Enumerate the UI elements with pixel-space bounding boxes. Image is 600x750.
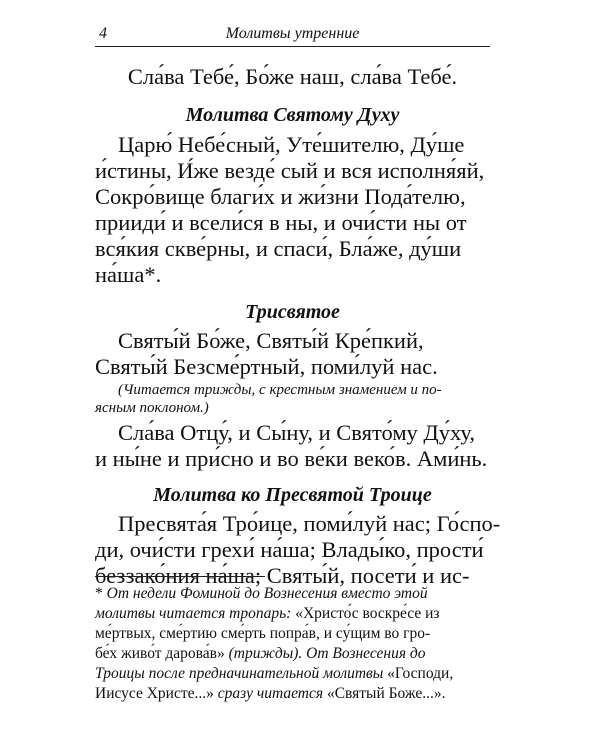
prayer-line: беззако́ния на́ша; Святы́й, посети́ и ис- <box>95 563 470 588</box>
page-number: 4 <box>99 25 107 42</box>
prayer-line: на́ша*. <box>95 262 162 287</box>
prayer-line: Сокро́вище благи́х и жи́зни Пода́телю, <box>95 184 466 209</box>
prayer-line: прииди́ и всели́ся в ны, и очи́сти ны от <box>95 210 467 235</box>
section-title-trisagion: Трисвятое <box>245 301 340 323</box>
prayer-line: Святы́й Бо́же, Святы́й Кре́пкий, <box>118 328 424 353</box>
footnote-line: молитвы читается тропарь: «Христо́с воскре́се из <box>95 605 440 622</box>
footnote-line: * От недели Фоминой до Вознесения вместо этой <box>95 585 428 602</box>
prayer-line: Святы́й Безсме́ртный, поми́луй нас. <box>95 354 438 379</box>
rubric-note: ясным поклоном.) <box>95 400 209 416</box>
prayer-line: вся́кия скве́рны, и спаси́, Бла́же, ду́ши <box>95 236 462 261</box>
rubric-note: (Читается трижды, с крестным знамением и по- <box>118 382 442 398</box>
prayer-line: и́стины, И́же везде́ сый и вся исполня́яй, <box>95 158 485 183</box>
footnote-line: Иисусе Христе...» сразу читается «Святый Боже...». <box>95 685 446 702</box>
footnote-line: бе́х живо́т дарова́в» (трижды). От Вознесения до <box>95 645 426 662</box>
prayer-line: Сла́ва Отцу́, и Сы́ну, и Свято́му Ду́ху, <box>118 420 476 445</box>
doxology-line: Сла́ва Тебе́, Бо́же наш, сла́ва Тебе́. <box>127 64 458 89</box>
footnote-rule <box>95 576 265 577</box>
prayer-line: и ны́не и при́сно и во ве́ки веко́в. Ами́нь. <box>95 446 488 471</box>
prayer-line: ди, очи́сти грехи́ на́ша; Влады́ко, прости́ <box>95 537 484 562</box>
header-rule <box>95 46 490 47</box>
footnote-line: Троицы после предначинательной молитвы «Господи, <box>95 665 454 682</box>
running-title: Молитвы утренние <box>225 25 360 42</box>
prayer-line: Пресвята́я Тро́ице, поми́луй нас; Го́спо- <box>118 511 501 536</box>
section-title-trinity: Молитва ко Пресвятой Троице <box>153 484 432 506</box>
section-title-holy-spirit: Молитва Святому Духу <box>185 104 400 126</box>
footnote-line: ме́ртвых, сме́ртию сме́рть попра́в, и су́щим во гро- <box>95 625 431 642</box>
prayer-line: Царю́ Небе́сный, Уте́шителю, Ду́ше <box>118 132 465 157</box>
